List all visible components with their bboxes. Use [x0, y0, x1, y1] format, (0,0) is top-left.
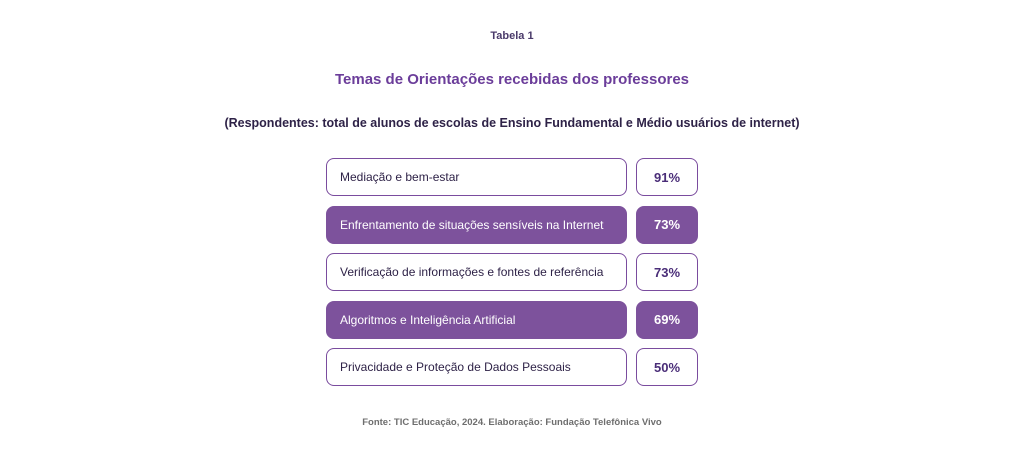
topics-table: [326, 158, 698, 396]
topic-label: Privacidade e Proteção de Dados Pessoais: [326, 348, 627, 386]
topic-percent: 91%: [636, 158, 698, 196]
topic-label: Enfrentamento de situações sensíveis na Internet: [326, 206, 627, 244]
source-note: Fonte: TIC Educação, 2024. Elaboração: Fundação Telefônica Vivo: [362, 417, 662, 428]
topic-percent: 73%: [636, 206, 698, 244]
table-label: Tabela 1: [490, 30, 534, 42]
topic-percent: 50%: [636, 348, 698, 386]
topic-label: Algoritmos e Inteligência Artificial: [326, 301, 627, 339]
table-row-algoritmos: [326, 301, 698, 339]
table-row-mediacao: [326, 158, 698, 196]
table-row-privacidade: [326, 348, 698, 386]
topic-percent: 73%: [636, 253, 698, 291]
topic-percent: 69%: [636, 301, 698, 339]
table-title: Temas de Orientações recebidas dos professores: [334, 71, 690, 88]
table-row-verificacao: [326, 253, 698, 291]
table-row-enfrentamento: [326, 206, 698, 244]
topic-label: Verificação de informações e fontes de referência: [326, 253, 627, 291]
topic-label: Mediação e bem-estar: [326, 158, 627, 196]
table-subtitle: (Respondentes: total de alunos de escolas de Ensino Fundamental e Médio usuários de internet): [224, 116, 800, 130]
